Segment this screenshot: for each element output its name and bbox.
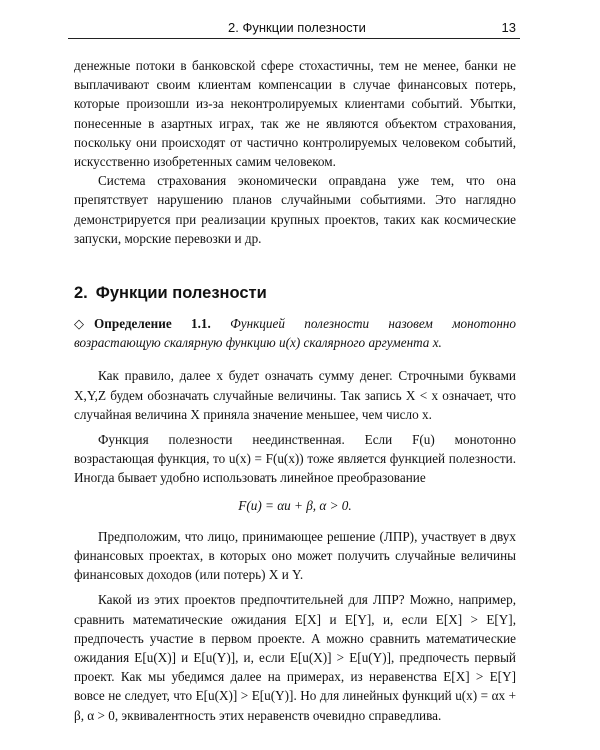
paragraph-1: денежные потоки в банковской сфере стохастичны, тем не менее, банки не выплачивают своим клиентам компенсации в случае финансовых потерь, которые произошли из-за неконтролируемых клиентами событий. Убытки, понесенные в азартных играх, так же не являются объектом страхования, поскольку они происходят от частично контролируемых человеком событий, искусственно изобретенных самим человеком.	[74, 58, 516, 170]
paragraph-5: Предположим, что лицо, принимающее решение (ЛПР), участвует в двух финансовых проектах, в которых оно может получить случайные величины финансовых доходов (или потерь) X и Y.	[74, 528, 516, 583]
paragraph-4: Функция полезности неединственная. Если F(u) монотонно возрастающая функция, то u(x) = F(u(x)) тоже является функцией полезности. Иногда бывает удобно использовать линейное преобразование	[74, 432, 516, 486]
diamond-icon: ◇	[74, 316, 84, 332]
page-body	[74, 56, 516, 725]
definition-block	[74, 314, 516, 352]
definition-label: Определение 1.1.	[94, 316, 211, 332]
header-section-title: 2. Функции полезности	[228, 20, 366, 35]
section-title: Функции полезности	[95, 284, 267, 303]
paragraph-3: Как правило, далее x будет означать сумму денег. Строчными буквами X,Y,Z будем обозначать случайные величины. Так запись X < x означает, что случайная величина X приняла значение меньшее, чем число x.	[74, 368, 516, 422]
section-number: 2.	[74, 284, 88, 303]
running-header	[68, 16, 520, 39]
definition-text: Функцией полезности назовем монотонно возрастающую скалярную функцию u(x) скалярного аргумента x.	[74, 316, 517, 351]
paragraph-6: Какой из этих проектов предпочтительней для ЛПР? Можно, например, сравнить математические ожидания E[X] и E[Y], и, если E[X] > E[Y], предпочесть участие в первом проекте. А можно сравнить математические ожидания E[u(X)] и E[u(Y)], и, если E[u(X)] > E[u(Y)], предпочесть первый проект. Как мы убедимся далее на примерах, из неравенства E[X] > E[Y] вовсе не следует, что E[u(X)] > E[u(Y)]. Но для линейных функций u(x) = αx + β, α > 0, эквивалентность этих неравенств очевидно справедлива.	[74, 592, 516, 723]
page-number: 13	[501, 20, 516, 35]
formula-linear-transform: F(u) = αu + β, α > 0.	[238, 497, 352, 513]
section-heading	[74, 282, 516, 304]
paragraph-2: Система страхования экономически оправдана уже тем, что она препятствует нарушению планов случайными событиями. Это наглядно демонстрируется при реализации крупных проектов, таких как космические запуски, морские перевозки и др.	[74, 173, 516, 246]
